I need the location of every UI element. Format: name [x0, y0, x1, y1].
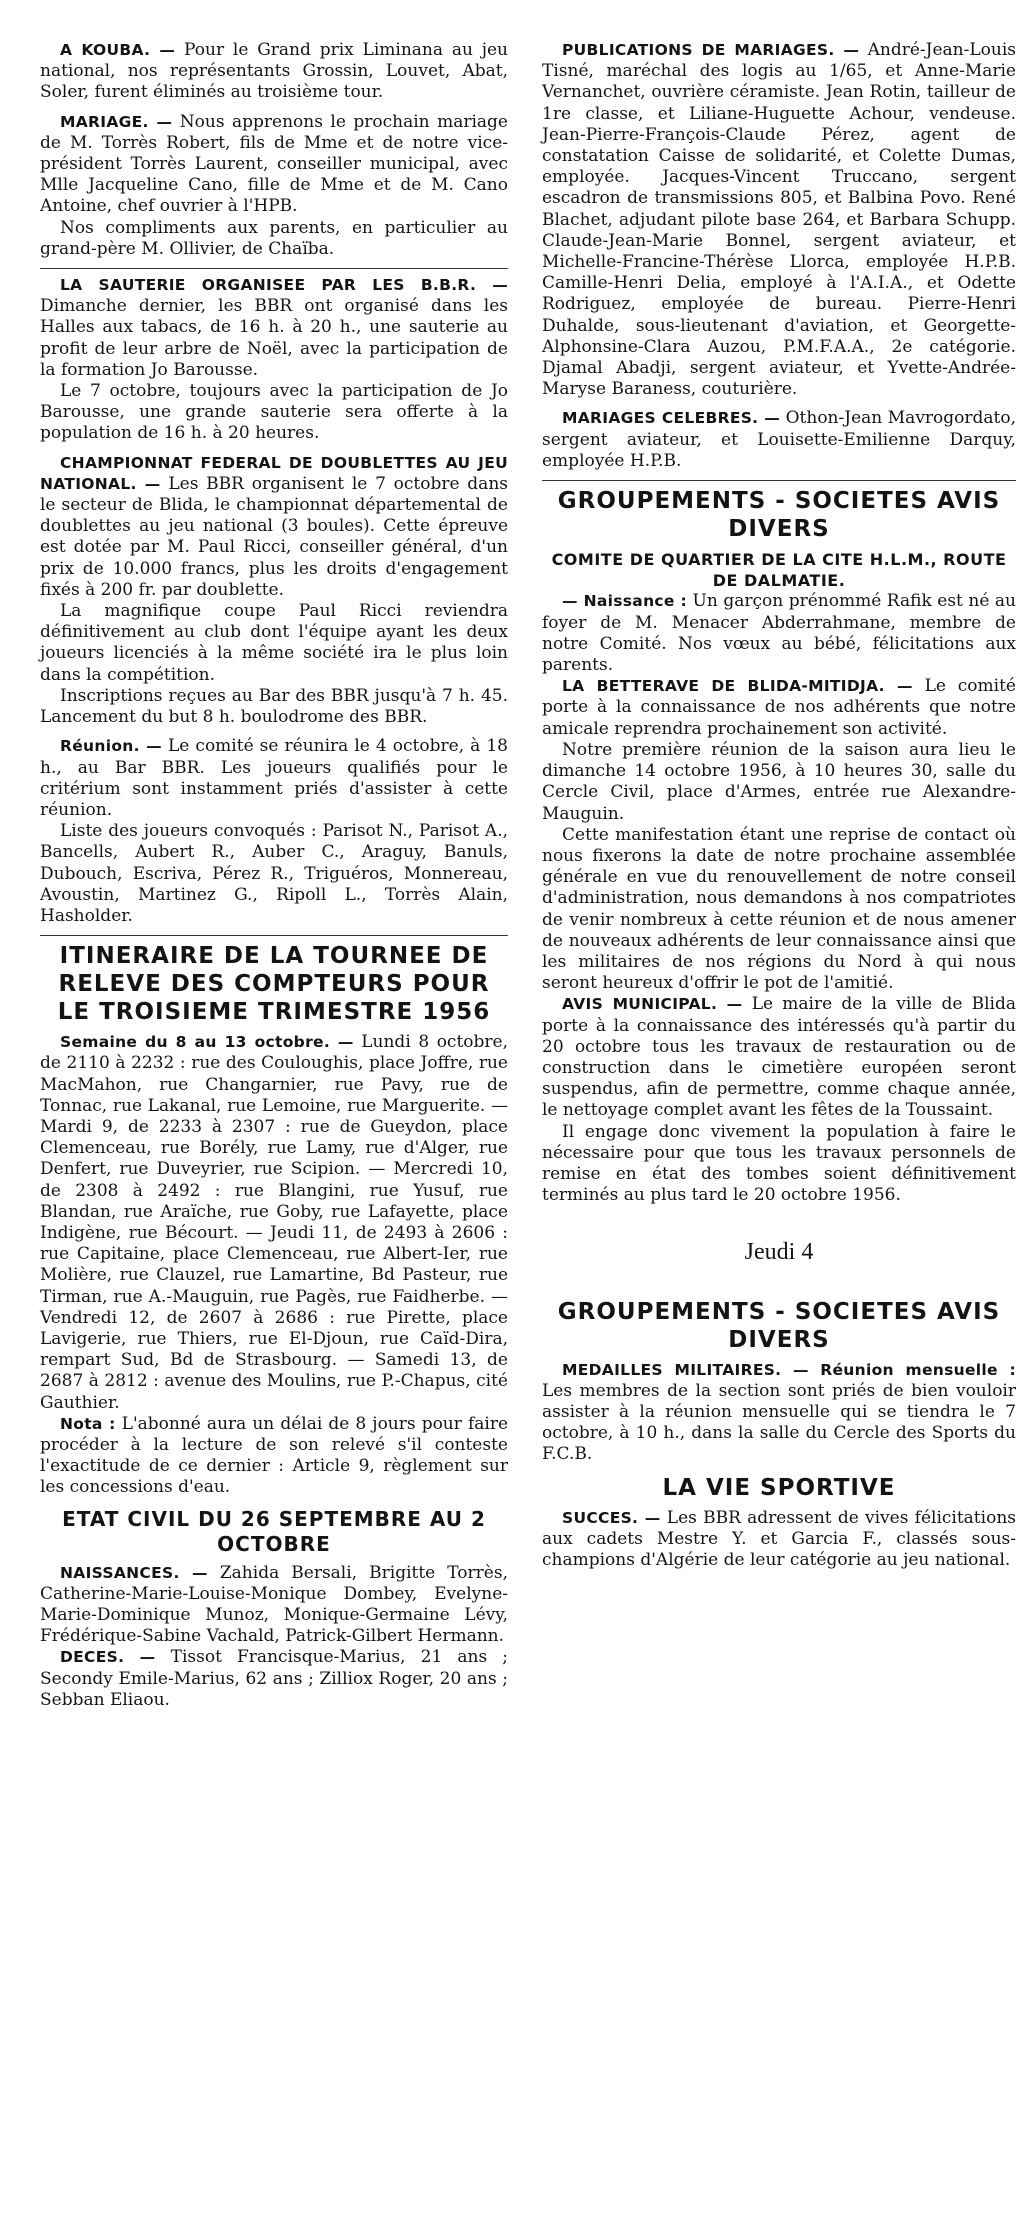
section-heading: GROUPEMENTS - SOCIETES AVIS DIVERS	[557, 1298, 1001, 1353]
article-body: Nos compliments aux parents, en particulier au grand-père M. Ollivier, de Chaïba.	[40, 217, 508, 259]
article-body: L'abonné aura un délai de 8 jours pour faire procéder à la lecture de son relevé s'il conteste l'exactitude de ce dernier : Article 9, règlement sur les concessions d'eau.	[40, 1413, 509, 1498]
article-title: LA BETTERAVE DE BLIDA-MITIDJA. —	[562, 677, 913, 696]
article-subtitle: Réunion mensuelle :	[820, 1360, 1016, 1379]
article-body: Pour le Grand prix Liminana au jeu national, nos représentants Grossin, Louvet, Abat, Soler, furent éliminés au troisième tour.	[40, 40, 508, 103]
left-column	[40, 40, 508, 1719]
section-heading: LA VIE SPORTIVE	[662, 1474, 896, 1501]
article-body: Les membres de la section sont priés de bien vouloir assister à la réunion mensuelle qui se tiendra le 7 octobre, à 10 h., dans la salle du Cercle des Sports du F.C.B.	[542, 1380, 1016, 1465]
divider	[40, 935, 508, 936]
article-body: Othon-Jean Mavrogordato, sergent aviateur, et Louisette-Emilienne Darquy, employée H.P.B.	[542, 408, 1017, 471]
section-groupements-2	[542, 1298, 1016, 1466]
section-vie-sportive	[542, 1474, 1016, 1572]
section-heading: ETAT CIVIL DU 26 SEPTEMBRE AU 2 OCTOBRE	[62, 1506, 486, 1556]
article-publications	[542, 40, 1016, 400]
article-championnat	[40, 453, 508, 729]
article-body: Dimanche dernier, les BBR ont organisé dans les Halles aux tabacs, de 16 h. à 20 h., une sauterie au profit de leur arbre de Noël, avec la participation de la formation Jo Barousse.	[40, 296, 508, 380]
section-heading: ITINERAIRE DE LA TOURNEE DE RELEVE DES COMPTEURS POUR LE TROISIEME TRIMESTRE 1956	[57, 943, 491, 1026]
divider	[40, 268, 508, 269]
article-title: — Naissance :	[562, 592, 688, 611]
section-heading: GROUPEMENTS - SOCIETES AVIS DIVERS	[557, 488, 1001, 543]
article-body: Inscriptions reçues au Bar des BBR jusqu'à 7 h. 45. Lancement du but 8 h. boulodrome des BBR.	[40, 685, 508, 728]
article-title: A KOUBA. —	[60, 41, 176, 59]
article-body: Le comité se réunira le 4 octobre, à 18 h., au Bar BBR. Les joueurs qualifiés pour le critérium sont instamment priés d'assister à cette réunion.	[40, 736, 508, 820]
section-groupements-1	[542, 487, 1016, 1206]
article-body: Notre première réunion de la saison aura lieu le dimanche 14 octobre 1956, à 10 heures 30, salle du Cercle Civil, place d'Armes, entrée rue Alexandre-Mauguin.	[542, 739, 1016, 824]
article-title: MEDAILLES MILITAIRES. —	[562, 1360, 809, 1379]
section-itineraire	[40, 942, 508, 1498]
article-body: Nous apprenons le prochain mariage de M. Torrès Robert, fils de Mme et de notre vice-président Torrès Laurent, conseiller municipal, avec Mlle Jacqueline Cano, fille de Mme et de M. Cano Antoine, chef ouvrier à l'HPB.	[40, 111, 508, 217]
article-body: Zahida Bersali, Brigitte Torrès, Catherine-Marie-Louise-Monique Dombey, Evelyne-Marie-Dominique Munoz, Monique-Germaine Lévy, Frédérique-Sabine Vachald, Patrick-Gilbert Hermann.	[40, 1562, 508, 1647]
article-title: COMITE DE QUARTIER DE LA CITE H.L.M., ROUTE DE DALMATIE.	[551, 550, 1007, 591]
article-body: Il engage donc vivement la population à faire le nécessaire pour que tous les travaux personnels de remise en état des tombes soient définitivement terminés au plus tard le 20 octobre 1956.	[542, 1121, 1016, 1206]
article-body: Le maire de la ville de Blida porte à la connaissance des intéressés qu'à partir du 20 octobre tous les travaux de restauration ou de construction dans le cimetière européen seront suspendus, afin de permettre, comme chaque année, le nettoyage complet avant les fêtes de la Toussaint.	[542, 994, 1016, 1121]
article-body: Le 7 octobre, toujours avec la participation de Jo Barousse, une grande sauterie sera offerte à la population de 16 h. à 20 heures.	[40, 381, 508, 444]
article-body: André-Jean-Louis Tisné, maréchal des logis au 1/65, et Anne-Marie Vernanchet, ouvrière céramiste. Jean Rotin, tailleur de 1re classe, et Liliane-Huguette Achour, vendeuse. Jean-Pierre-François-Claude Pérez, agent de constatation Caisse de solidarité, et Colette Dumas, employée. Jacques-Vincent Truccano, sergent escadron de transmissions 805, et Balbina Povo. René Blachet, adjudant pilote base 264, et Barbara Schupp. Claude-Jean-Marie Bonnel, sergent aviateur, et Michelle-Francine-Thérèse Llorca, employée H.P.B. Camille-Henri Delia, employé à l'A.I.A., et Odette Rodriguez, employée de bureau. Pierre-Henri Duhalde, sous-lieutenant d'aviation, et Georgette-Alphonsine-Clara Auzou, P.M.F.A.A., 2e catégorie. Djamal Abadji, sergent aviateur, et Yvette-Andrée-Maryse Baraness, couturière.	[542, 40, 1016, 400]
article-title: Nota :	[60, 1414, 116, 1433]
article-mariages-celebres	[542, 408, 1016, 472]
article-title: SUCCES. —	[562, 1508, 661, 1527]
article-body: Tissot Francisque-Marius, 21 ans ; Secondy Emile-Marius, 62 ans ; Zilliox Roger, 20 ans ; Sebban Eliaou.	[40, 1647, 509, 1710]
article-title: LA SAUTERIE ORGANISEE PAR LES B.B.R. —	[60, 276, 508, 295]
article-body: Un garçon prénommé Rafik est né au foyer de M. Menacer Abderrahmane, membre de notre Comité. Nos vœux au bébé, félicitations aux parents.	[542, 591, 1016, 676]
article-body: La magnifique coupe Paul Ricci reviendra définitivement au club dont l'équipe ayant les deux joueurs licenciés à la même société ira le plus loin dans la compétition.	[40, 601, 508, 685]
divider	[542, 480, 1016, 481]
article-body: Liste des joueurs convoqués : Parisot N., Parisot A., Bancells, Aubert R., Auber C., Araguy, Banuls, Dubouch, Escriva, Pérez R., Triguéros, Monnereau, Avoustin, Martinez G., Ripoll L., Torrès Alain, Hasholder.	[40, 821, 508, 926]
article-title: NAISSANCES. —	[60, 1563, 208, 1582]
article-title: CHAMPIONNAT FEDERAL DE DOUBLETTES AU JEU NATIONAL. —	[40, 453, 508, 493]
article-sauterie	[40, 275, 508, 445]
article-title: PUBLICATIONS DE MARIAGES. —	[562, 41, 860, 59]
article-title: AVIS MUNICIPAL. —	[562, 995, 743, 1014]
article-body: Cette manifestation étant une reprise de contact où nous fixerons la date de notre prochaine assemblée générale en vue du renouvellement de notre conseil d'administration, nous demandons à nos compatriotes de venir nombreux à cette réunion et de nous amener de nouveaux adhérents de leur connaissance ainsi que les militaires de nos régions du Nord à qui nous seront heureux d'offrir le pot de l'amitié.	[542, 824, 1016, 994]
article-title: Réunion. —	[60, 737, 162, 756]
article-body: Les BBR adressent de vives félicitations aux cadets Mestre Y. et Garcia F., classés sous-champions d'Algérie de leur catégorie au jeu national.	[542, 1507, 1016, 1570]
article-title: Semaine du 8 au 13 octobre. —	[60, 1033, 354, 1052]
section-etat-civil	[40, 1507, 508, 1711]
article-mariage	[40, 112, 508, 260]
article-title: MARIAGES CELEBRES. —	[562, 409, 781, 428]
article-kouba	[40, 40, 508, 104]
right-column	[542, 40, 1016, 1579]
article-body: Le comité porte à la connaissance de nos adhérents que notre amicale reprendra prochainement son activité.	[542, 676, 1016, 739]
article-title: MARIAGE. —	[60, 112, 173, 131]
article-reunion	[40, 736, 508, 927]
dateline: Jeudi 4	[744, 1239, 814, 1266]
article-body: Lundi 8 octobre, de 2110 à 2232 : rue des Couloughis, place Joffre, rue MacMahon, rue Changarnier, rue Pavy, rue de Tonnac, rue Lakanal, rue Lemoine, rue Marguerite. — Mardi 9, de 2233 à 2307 : rue de Gueydon, place Clemenceau, rue Borély, rue Lamy, rue d'Alger, rue Denfert, rue Duveyrier, rue Scipion. — Mercredi 10, de 2308 à 2492 : rue Blangini, rue Yusuf, rue Blandan, rue Araïche, rue Goby, rue Lafayette, place Indigène, rue Bécourt. — Jeudi 11, de 2493 à 2606 : rue Capitaine, place Clemenceau, rue Albert-Ier, rue Molière, rue Clauzel, rue Lamartine, Bd Pasteur, rue Tirman, rue A.-Mauguin, rue Pagès, rue Faidherbe. — Vendredi 12, de 2607 à 2686 : rue Pirette, place Lavigerie, rue Thiers, rue El-Djoun, rue Caïd-Dira, rempart Sud, Bd de Strasbourg. — Samedi 13, de 2687 à 2812 : avenue des Moulins, rue P.-Chapus, cité Gauthier.	[40, 1032, 508, 1413]
article-title: DECES. —	[60, 1648, 156, 1667]
article-body: Les BBR organisent le 7 octobre dans le secteur de Blida, le championnat départemental de doublettes au jeu national (3 boules). Cette épreuve est dotée par M. Paul Ricci, conseiller général, d'un prix de 10.000 francs, plus les droits d'engagement fixés à 200 fr. par doublette.	[40, 473, 508, 600]
